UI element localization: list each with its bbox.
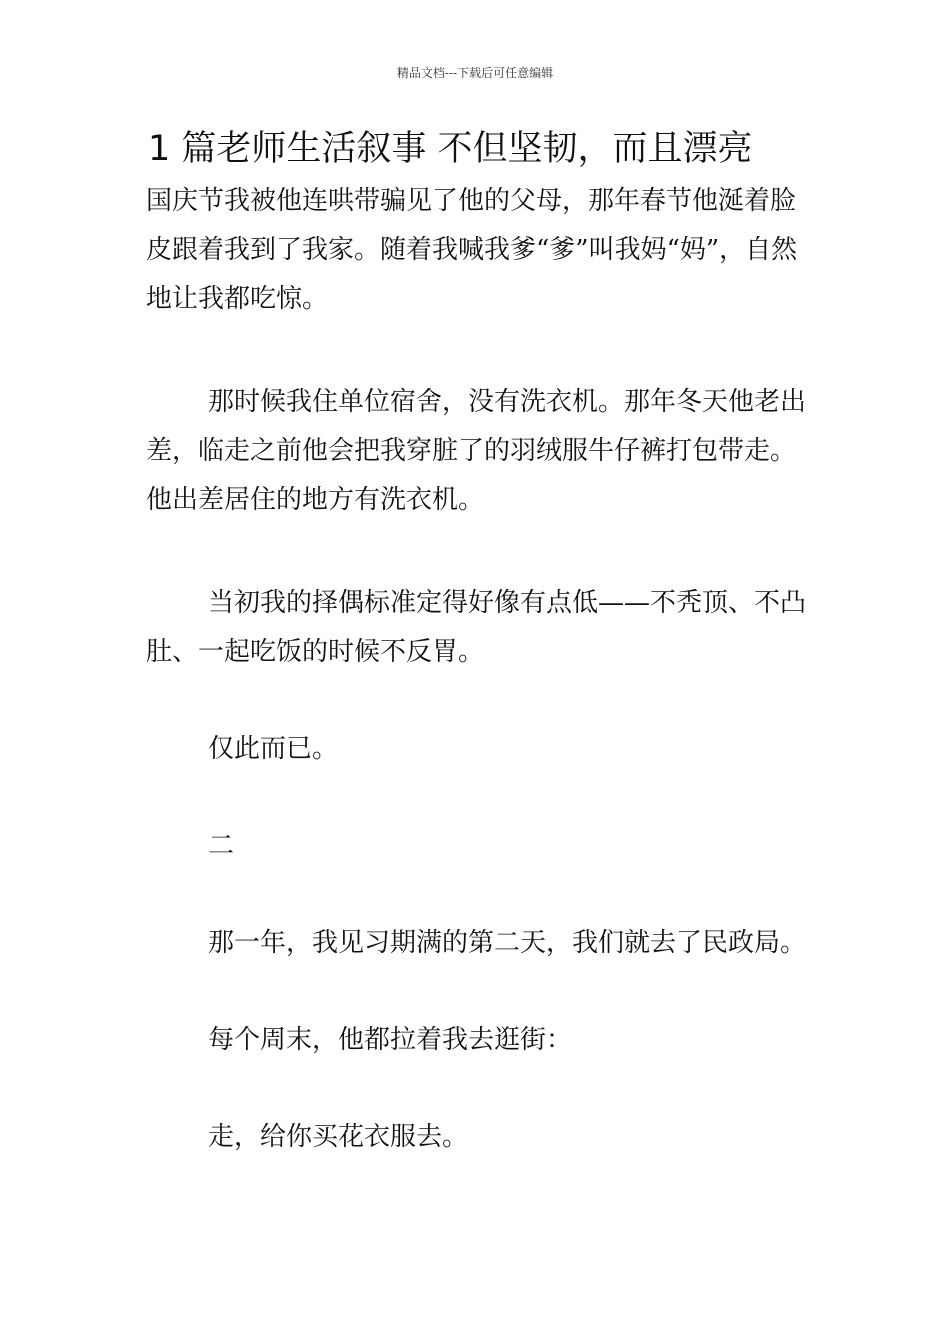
paragraph-2: 那时候我住单位宿舍，没有洗衣机。那年冬天他老出差，临走之前他会把我穿脏了的羽绒服牛仔裤打包带走。他出差居住的地方有洗衣机。 bbox=[146, 387, 807, 515]
paragraph-1: 国庆节我被他连哄带骗见了他的父母，那年春节他涎着脸皮跟着我到了我家。随着我喊我爹“爹”叫我妈“妈”，自然地让我都吃惊。 bbox=[146, 186, 798, 314]
page-header: 精品文档---下载后可任意编辑 bbox=[396, 66, 554, 80]
paragraph-4: 仅此而已。 bbox=[208, 734, 339, 764]
paragraph-7: 走，给你买花衣服去。 bbox=[208, 1122, 469, 1152]
document-title: 1 篇老师生活叙事 不但坚韧，而且漂亮 bbox=[148, 129, 753, 169]
document-body bbox=[146, 177, 810, 1162]
paragraph-5: 那一年，我见习期满的第二天，我们就去了民政局。 bbox=[208, 928, 807, 958]
paragraph-3: 当初我的择偶标准定得好像有点低——不秃顶、不凸肚、一起吃饭的时候不反胃。 bbox=[146, 588, 807, 667]
section-heading-two: 二 bbox=[208, 831, 235, 861]
paragraph-6: 每个周末，他都拉着我去逛街： bbox=[208, 1025, 573, 1055]
